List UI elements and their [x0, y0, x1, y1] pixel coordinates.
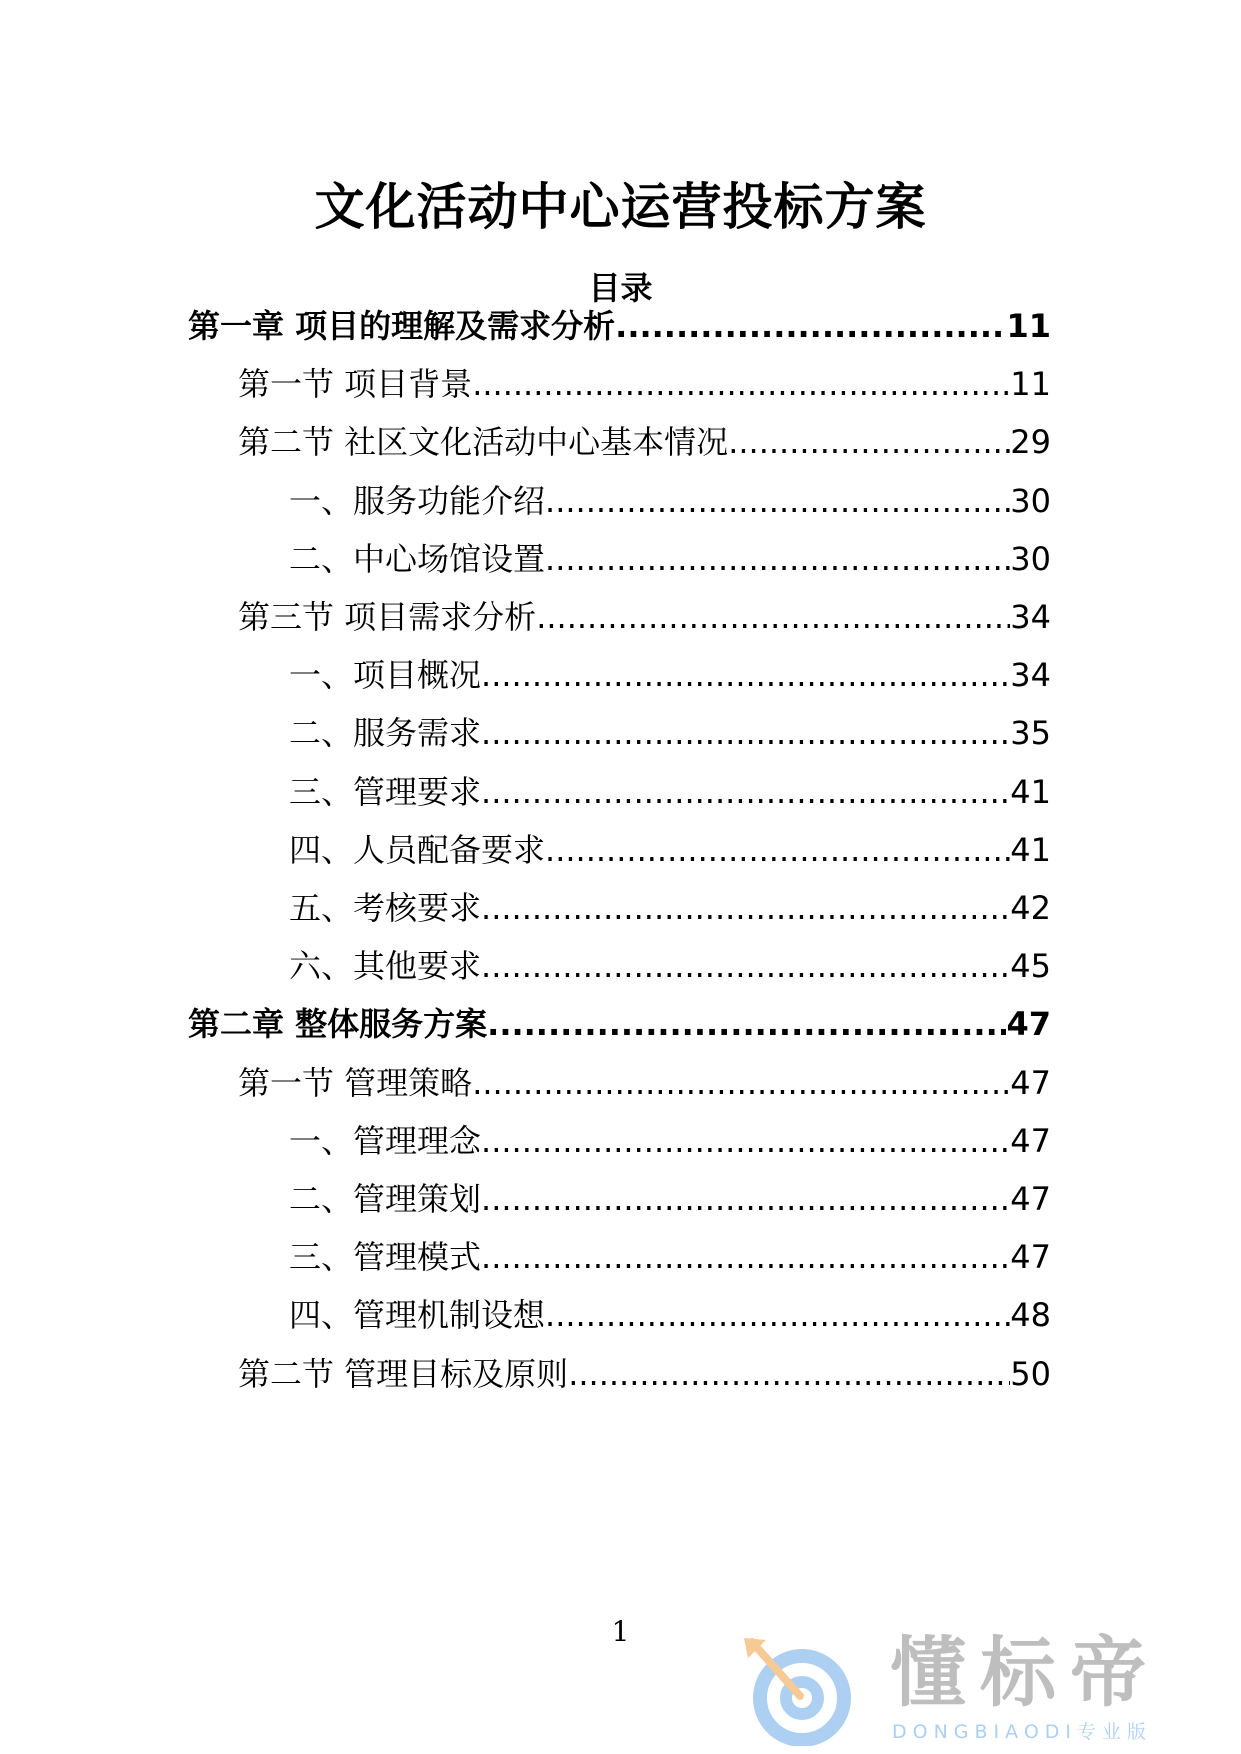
toc-leader-dots [545, 479, 1010, 523]
toc-leader-dots [545, 537, 1010, 581]
toc-entry-page: 34 [1010, 656, 1051, 694]
toc-leader-dots [536, 595, 1010, 639]
toc-entry-label: 二、管理策划 [289, 1180, 482, 1218]
toc-entry-label: 二、中心场馆设置 [289, 540, 546, 578]
target-logo-icon [740, 1634, 870, 1746]
toc-leader-dots [568, 1352, 1010, 1396]
toc-entry[interactable] [289, 1287, 1051, 1337]
toc-entry[interactable] [289, 1113, 1051, 1163]
toc-entry-label: 一、项目概况 [289, 656, 482, 694]
toc-entry[interactable] [289, 531, 1051, 581]
toc-entry-page: 47 [1010, 1238, 1051, 1276]
toc-heading: 目录 [588, 269, 653, 307]
toc-entry-page: 29 [1010, 423, 1051, 461]
toc-entry-label: 二、服务需求 [289, 714, 482, 752]
toc-entry[interactable] [289, 1171, 1051, 1221]
toc-entry[interactable] [188, 298, 1051, 348]
toc-leader-dots [472, 1061, 1010, 1105]
toc-entry[interactable] [289, 764, 1051, 814]
toc-entry-page: 50 [1010, 1355, 1051, 1393]
toc-leader-dots [472, 362, 1010, 406]
toc-entry[interactable] [289, 705, 1051, 755]
toc-entry-label: 五、考核要求 [289, 889, 482, 927]
toc-entry-page: 47 [1006, 1005, 1051, 1043]
toc-leader-dots [481, 1177, 1010, 1221]
toc-entry[interactable] [238, 414, 1051, 464]
toc-leader-dots [545, 1293, 1010, 1337]
toc-leader-dots [481, 770, 1010, 814]
toc-leader-dots [481, 886, 1010, 930]
toc-leader-dots [615, 304, 1006, 348]
toc-entry[interactable] [188, 996, 1051, 1046]
toc-entry-page: 11 [1010, 365, 1051, 403]
toc-entry[interactable] [238, 1055, 1051, 1105]
toc-entry-page: 11 [1006, 307, 1051, 345]
toc-leader-dots [545, 828, 1010, 872]
toc-entry[interactable] [289, 822, 1051, 872]
toc-entry[interactable] [289, 938, 1051, 988]
toc-leader-dots [481, 711, 1010, 755]
toc-leader-dots [481, 653, 1010, 697]
toc-entry-page: 35 [1010, 714, 1051, 752]
watermark [740, 1628, 1220, 1748]
toc-entry-page: 47 [1010, 1122, 1051, 1160]
toc-entry[interactable] [238, 589, 1051, 639]
watermark-brand: 懂标帝 [890, 1628, 1160, 1717]
toc-entry-label: 四、人员配备要求 [289, 831, 546, 869]
toc-entry-page: 47 [1010, 1064, 1051, 1102]
toc-entry-label: 第一章 项目的理解及需求分析 [188, 307, 616, 345]
page-number: 1 [611, 1615, 630, 1648]
toc-entry-label: 第二章 整体服务方案 [188, 1005, 488, 1043]
toc-entry[interactable] [238, 356, 1051, 406]
toc-entry-label: 第二节 管理目标及原则 [238, 1355, 569, 1393]
toc-entry-label: 第三节 项目需求分析 [238, 598, 537, 636]
toc-entry-label: 一、服务功能介绍 [289, 482, 546, 520]
toc-entry-label: 四、管理机制设想 [289, 1296, 546, 1334]
toc-entry-page: 41 [1010, 773, 1051, 811]
toc-leader-dots [728, 420, 1010, 464]
toc-leader-dots [481, 1235, 1010, 1279]
toc-leader-dots [481, 944, 1010, 988]
toc-entry[interactable] [238, 1346, 1051, 1396]
toc-entry-page: 47 [1010, 1180, 1051, 1218]
toc-leader-dots [481, 1119, 1010, 1163]
toc-entry[interactable] [289, 880, 1051, 930]
document-title: 文化活动中心运营投标方案 [314, 178, 927, 236]
toc-entry-page: 45 [1010, 947, 1051, 985]
toc-entry-page: 30 [1010, 482, 1051, 520]
toc-entry-label: 三、管理要求 [289, 773, 482, 811]
toc-entry-label: 第二节 社区文化活动中心基本情况 [238, 423, 729, 461]
toc-entry[interactable] [289, 1229, 1051, 1279]
toc-entry[interactable] [289, 473, 1051, 523]
toc-entry-page: 48 [1010, 1296, 1051, 1334]
toc-entry-page: 41 [1010, 831, 1051, 869]
toc-entry-page: 42 [1010, 889, 1051, 927]
toc-entry-label: 三、管理模式 [289, 1238, 482, 1276]
toc-entry-page: 34 [1010, 598, 1051, 636]
toc-entry-label: 第一节 项目背景 [238, 365, 473, 403]
toc-leader-dots [487, 1002, 1006, 1046]
toc-entry-label: 六、其他要求 [289, 947, 482, 985]
toc-entry-label: 第一节 管理策略 [238, 1064, 473, 1102]
toc-entry[interactable] [289, 647, 1051, 697]
toc-entry-label: 一、管理理念 [289, 1122, 482, 1160]
toc-entry-page: 30 [1010, 540, 1051, 578]
watermark-subtitle: DONGBIAODI专业版 [892, 1721, 1153, 1743]
